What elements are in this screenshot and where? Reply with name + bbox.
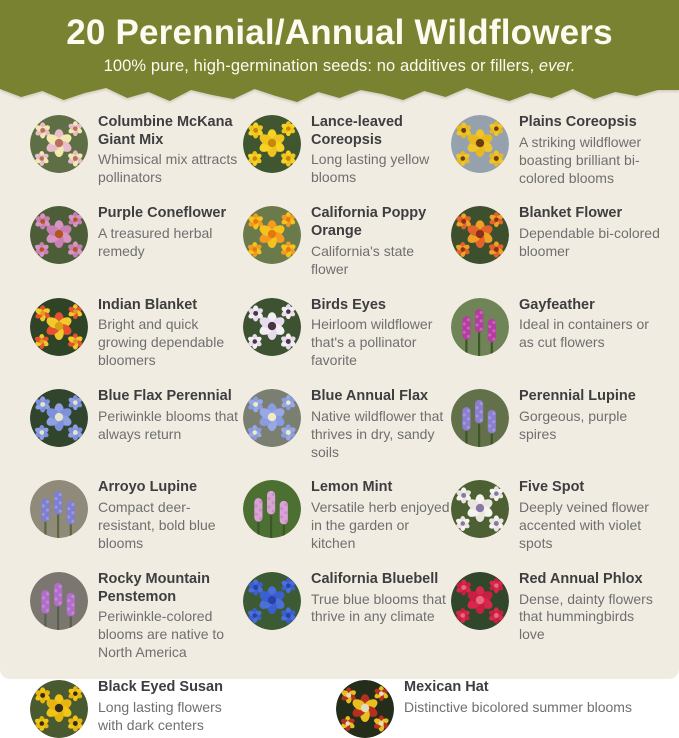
flower-photo-blue-annual-flax xyxy=(243,389,301,447)
flower-name: Blue Flax Perennial xyxy=(98,388,232,404)
torn-paper-edge xyxy=(0,85,679,105)
flower-text xyxy=(519,296,663,353)
subtitle-text: 100% pure, high-germination seeds: no additives or fillers, xyxy=(103,57,539,75)
flower-description: Distinctive bicolored summer blooms xyxy=(404,698,632,715)
flower-item-arroyo-lupine xyxy=(30,478,243,552)
flower-name: Mexican Hat xyxy=(404,678,489,695)
flower-description: A treasured herbal remedy xyxy=(98,225,213,259)
flower-name: Red Annual Phlox xyxy=(519,570,643,587)
flower-text xyxy=(311,296,451,370)
flower-name: Birds Eyes xyxy=(311,296,386,313)
flower-description: Dense, dainty flowers that hummingbirds love xyxy=(519,590,653,643)
flower-description: Native wildflower that thrives in dry, sandy soils xyxy=(311,407,444,460)
flower-name: Lemon Mint xyxy=(311,479,393,496)
flower-photo-lemon-mint xyxy=(243,480,301,538)
flower-description: Ideal in containers or as cut flowers xyxy=(519,316,649,351)
flower-name: Columbine McKana Giant Mix xyxy=(98,114,233,148)
flower-name: Arroyo Lupine xyxy=(98,479,198,496)
flower-text xyxy=(311,570,451,627)
flower-item-mexican-hat xyxy=(336,678,669,738)
flower-name: Perennial Lupine xyxy=(519,388,636,404)
flower-item-birds-eyes xyxy=(243,296,451,370)
flower-item-gayfeather xyxy=(451,296,669,370)
flower-text xyxy=(98,387,242,444)
flower-item-california-bluebell xyxy=(243,570,451,662)
flower-name: Rocky Mountain Penstemon xyxy=(98,570,210,605)
flower-description: Deeply veined flower accented with violet spots xyxy=(519,499,649,551)
flower-text xyxy=(311,478,451,552)
flower-photo-indian-blanket xyxy=(30,298,88,356)
flower-photo-mexican-hat xyxy=(336,680,394,738)
flower-description: Heirloom wildflower that's a pollinator favorite xyxy=(311,316,433,369)
flower-item-red-annual-phlox xyxy=(451,570,669,662)
flower-name: Plains Coreopsis xyxy=(519,114,637,130)
subtitle-italic-text: ever. xyxy=(538,57,576,75)
flower-photo-california-bluebell xyxy=(243,572,301,630)
flower-photo-red-annual-phlox xyxy=(451,572,509,630)
flower-item-indian-blanket xyxy=(30,296,243,370)
flower-photo-perennial-lupine xyxy=(451,389,509,447)
flower-photo-columbine-mckana-giant-mix xyxy=(30,115,88,173)
flower-name: Lance-leaved Coreopsis xyxy=(311,114,403,148)
flower-item-california-poppy-orange xyxy=(243,204,451,278)
flower-name: California Bluebell xyxy=(311,570,439,587)
flower-bottom-row xyxy=(0,662,679,738)
flower-name: Gayfeather xyxy=(519,296,595,313)
flower-name: Blue Annual Flax xyxy=(311,388,429,404)
flower-photo-plains-coreopsis xyxy=(451,115,509,173)
flower-item-lemon-mint xyxy=(243,478,451,552)
flower-name: Five Spot xyxy=(519,479,585,496)
flower-grid xyxy=(0,105,679,662)
flower-photo-birds-eyes xyxy=(243,298,301,356)
flower-item-plains-coreopsis xyxy=(451,113,669,187)
flower-text xyxy=(311,387,451,461)
flower-text xyxy=(98,296,242,370)
flower-name: Blanket Flower xyxy=(519,205,623,222)
flower-text xyxy=(404,678,654,717)
flower-description: Bright and quick growing dependable bloomers xyxy=(98,316,225,369)
flower-description: Periwinkle blooms that always return xyxy=(98,407,239,442)
flower-text xyxy=(98,478,242,552)
flower-description: Periwinkle-colored blooms are native to North America xyxy=(98,608,225,660)
flower-description: A striking wildflower boasting brilliant bi-colored blooms xyxy=(519,133,642,186)
flower-name: Indian Blanket xyxy=(98,296,198,313)
flower-text xyxy=(98,678,242,735)
flower-item-lance-leaved-coreopsis xyxy=(243,113,451,187)
flower-item-black-eyed-susan xyxy=(30,678,336,738)
flower-item-columbine-mckana-giant-mix xyxy=(30,113,243,187)
flower-photo-california-poppy-orange xyxy=(243,206,301,264)
page-subtitle xyxy=(0,57,679,76)
flower-description: Gorgeous, purple spires xyxy=(519,407,628,442)
flower-name: Purple Coneflower xyxy=(98,205,227,222)
flower-photo-rocky-mountain-penstemon xyxy=(30,572,88,630)
flower-text xyxy=(98,570,242,662)
flower-text xyxy=(98,204,242,261)
flower-photo-black-eyed-susan xyxy=(30,680,88,738)
flower-item-blanket-flower xyxy=(451,204,669,278)
flower-item-blue-annual-flax xyxy=(243,387,451,461)
flower-description: True blue blooms that thrive in any climate xyxy=(311,590,446,625)
flower-description: Long lasting yellow blooms xyxy=(311,151,430,186)
flower-text xyxy=(519,478,663,552)
page-title: 20 Perennial/Annual Wildflowers xyxy=(66,13,613,52)
flower-description: Compact deer-resistant, bold blue blooms xyxy=(98,499,216,551)
flower-text xyxy=(519,570,663,644)
flower-description: Dependable bi-colored bloomer xyxy=(519,225,660,259)
flower-text xyxy=(311,204,451,278)
header-banner xyxy=(0,0,679,86)
flower-text xyxy=(311,113,451,187)
flower-name: Black Eyed Susan xyxy=(98,678,223,695)
flower-item-rocky-mountain-penstemon xyxy=(30,570,243,662)
flower-item-blue-flax-perennial xyxy=(30,387,243,461)
flower-text xyxy=(519,387,663,444)
flower-photo-gayfeather xyxy=(451,298,509,356)
flower-description: Whimsical mix attracts pollinators xyxy=(98,151,238,186)
flower-text xyxy=(519,204,663,261)
flower-name: California Poppy Orange xyxy=(311,205,427,240)
flower-description: Versatile herb enjoyed in the garden or kitchen xyxy=(311,499,450,551)
flower-description: California's state flower xyxy=(311,242,415,277)
flower-text xyxy=(98,113,242,187)
flower-text xyxy=(519,113,663,187)
flower-photo-purple-coneflower xyxy=(30,206,88,264)
flower-photo-lance-leaved-coreopsis xyxy=(243,115,301,173)
flower-item-purple-coneflower xyxy=(30,204,243,278)
flower-photo-blanket-flower xyxy=(451,206,509,264)
flower-photo-five-spot xyxy=(451,480,509,538)
flower-item-five-spot xyxy=(451,478,669,552)
flower-item-perennial-lupine xyxy=(451,387,669,461)
flower-photo-arroyo-lupine xyxy=(30,480,88,538)
flower-description: Long lasting flowers with dark centers xyxy=(98,698,222,733)
flower-photo-blue-flax-perennial xyxy=(30,389,88,447)
